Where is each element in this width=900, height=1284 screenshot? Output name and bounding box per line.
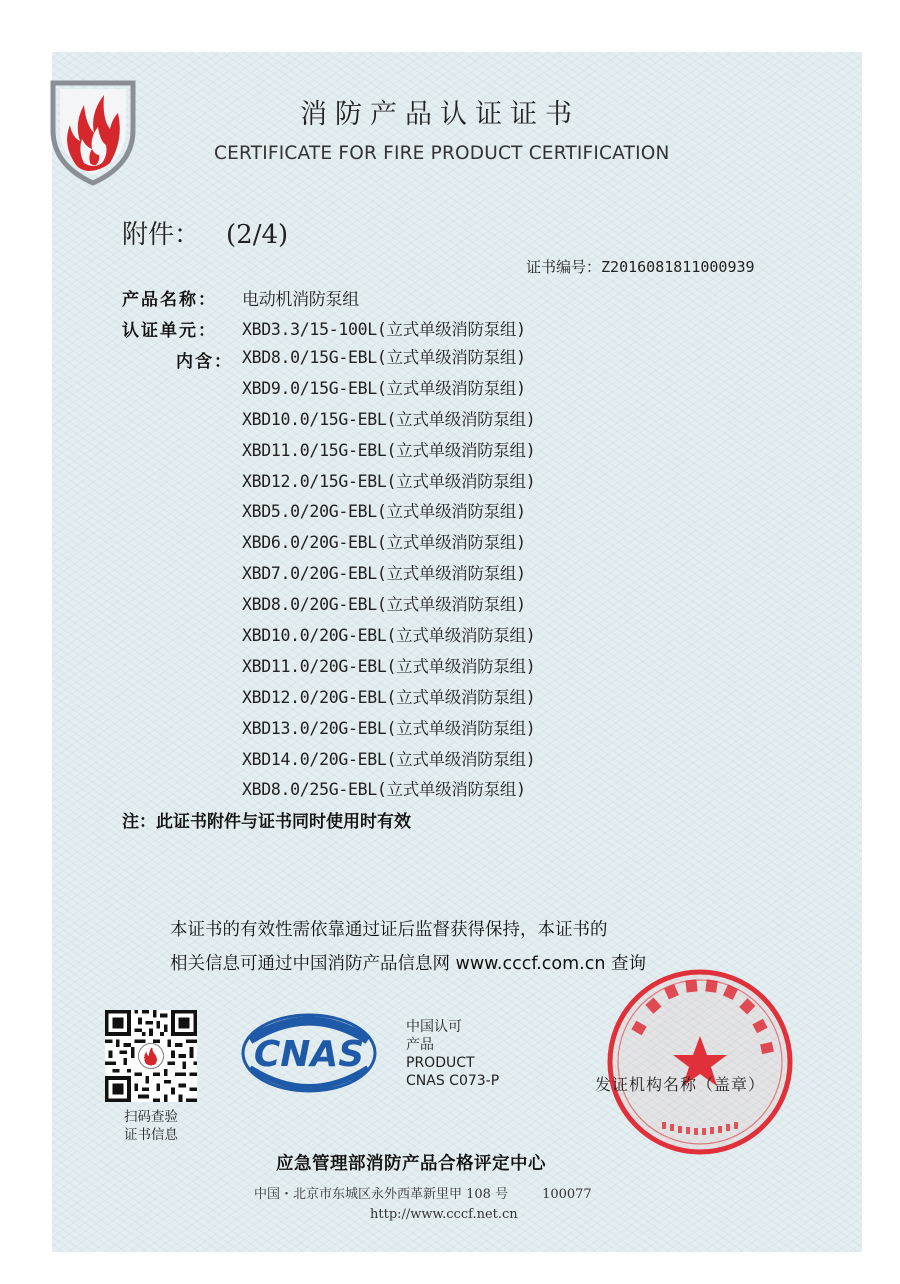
list-item: XBD5.0/20G-EBL(立式单级消防泵组) [242, 502, 526, 522]
list-item: XBD14.0/20G-EBL(立式单级消防泵组) [242, 749, 536, 769]
list-item: XBD11.0/20G-EBL(立式单级消防泵组) [242, 656, 536, 676]
list-item: XBD8.0/25G-EBL(立式单级消防泵组) [242, 780, 526, 800]
annex-page: (2/4) [226, 220, 289, 250]
address [254, 1183, 592, 1202]
validity-note: 注：此证书附件与证书同时使用时有效 [122, 812, 411, 832]
official-seal [600, 962, 800, 1162]
fire-certification-logo [48, 75, 138, 187]
accred-line-1: 中国认可 [406, 1019, 462, 1035]
qr-caption [124, 1108, 178, 1144]
list-item: XBD12.0/20G-EBL(立式单级消防泵组) [242, 687, 536, 707]
list-item: XBD12.0/15G-EBL(立式单级消防泵组) [242, 471, 536, 491]
qr-caption-line-1: 扫码查验 [124, 1109, 178, 1125]
website-link[interactable]: http://www.cccf.net.cn [370, 1207, 518, 1222]
validity-line-2: 相关信息可通过中国消防产品信息网 www.cccf.com.cn 查询 [170, 954, 646, 974]
contents-label: 内含： [176, 352, 233, 372]
product-label: 产品名称： [122, 290, 217, 310]
list-item: XBD6.0/20G-EBL(立式单级消防泵组) [242, 533, 526, 553]
issuer-label: 发证机构名称（盖章） [595, 1075, 766, 1094]
list-item: XBD11.0/15G-EBL(立式单级消防泵组) [242, 440, 536, 460]
certificate-number-value: Z2016081811000939 [601, 258, 755, 276]
validity-line-1: 本证书的有效性需依靠通过证后监督获得保持，本证书的 [170, 920, 608, 940]
cnas-logo [238, 1010, 380, 1096]
postcode: 100077 [542, 1187, 592, 1202]
list-item: XBD9.0/15G-EBL(立式单级消防泵组) [242, 378, 526, 398]
unit-label: 认证单元： [122, 321, 217, 341]
issuing-organization: 应急管理部消防产品合格评定中心 [276, 1154, 546, 1174]
model-list [242, 347, 535, 810]
list-item: XBD13.0/20G-EBL(立式单级消防泵组) [242, 718, 536, 738]
unit-value: XBD3.3/15-100L(立式单级消防泵组) [242, 320, 526, 339]
title-cn: 消防产品认证证书 [300, 99, 580, 130]
list-item: XBD10.0/15G-EBL(立式单级消防泵组) [242, 409, 536, 429]
accred-line-4: CNAS C073-P [406, 1073, 500, 1089]
certificate-number [526, 256, 755, 277]
certificate-number-label: 证书编号： [526, 258, 602, 276]
accred-line-2: 产品 [406, 1037, 434, 1053]
annex-heading [122, 214, 288, 251]
qr-code[interactable] [105, 1010, 197, 1102]
address-text: 中国・北京市东城区永外西革新里甲 108 号 [254, 1187, 509, 1202]
title-en: CERTIFICATE FOR FIRE PRODUCT CERTIFICATION [214, 143, 670, 164]
product-value: 电动机消防泵组 [242, 290, 359, 310]
accreditation-info [406, 1018, 499, 1090]
qr-caption-line-2: 证书信息 [124, 1127, 178, 1143]
list-item: XBD8.0/20G-EBL(立式单级消防泵组) [242, 595, 526, 615]
accred-line-3: PRODUCT [406, 1055, 475, 1071]
list-item: XBD10.0/20G-EBL(立式单级消防泵组) [242, 626, 536, 646]
cnas-logo-text: CNAS [253, 1034, 365, 1075]
annex-label: 附件： [122, 220, 201, 250]
list-item: XBD7.0/20G-EBL(立式单级消防泵组) [242, 564, 526, 584]
list-item: XBD8.0/15G-EBL(立式单级消防泵组) [242, 348, 526, 367]
